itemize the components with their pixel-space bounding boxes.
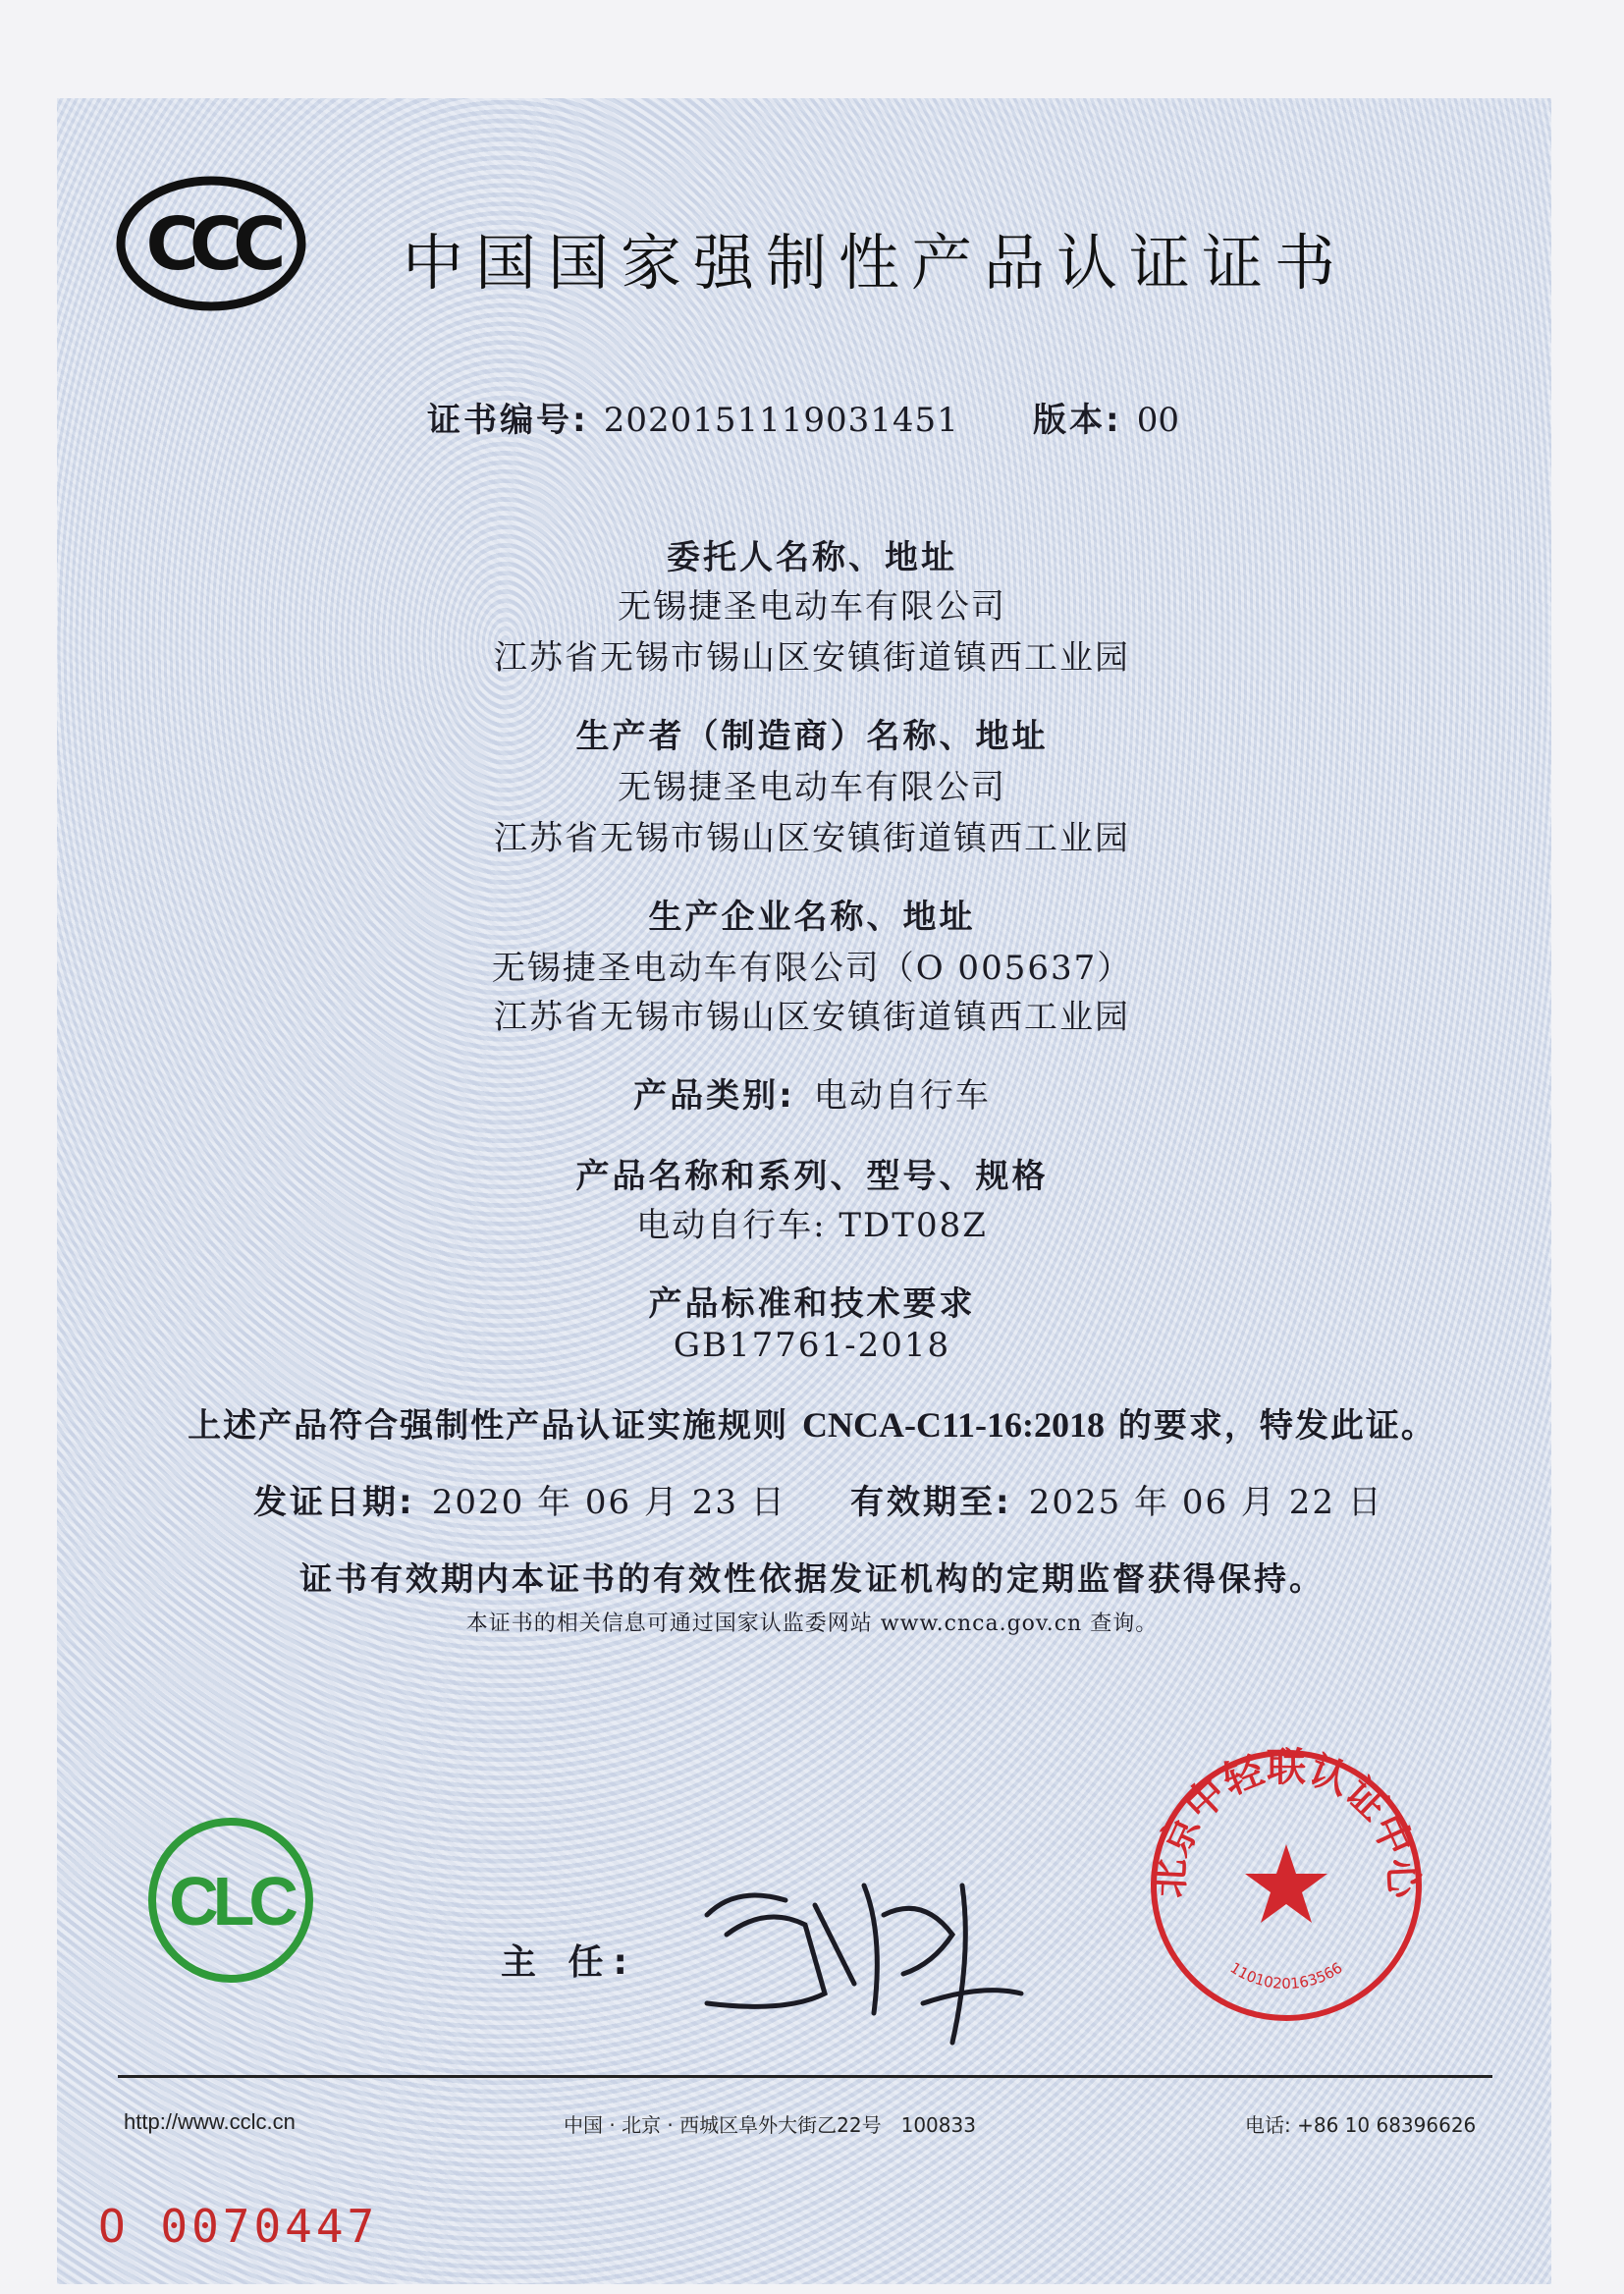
product-standard-label: 产品标准和技术要求 — [648, 1284, 976, 1324]
issue-date-row — [253, 1475, 786, 1523]
seal-star-icon — [1245, 1844, 1327, 1923]
product-category-row — [0, 1068, 1624, 1117]
footer-divider — [118, 2075, 1492, 2078]
seal-code: 1101020163566 — [1226, 1958, 1346, 1993]
seal-text: 北京中轻联认证中心 — [1147, 1744, 1426, 1899]
expiry-date-label: 有效期至: — [850, 1483, 1012, 1522]
expiry-date-row — [850, 1475, 1383, 1523]
applicant-name: 无锡捷圣电动车有限公司 — [618, 587, 1006, 627]
statement-suffix: 的要求，特发此证。 — [1104, 1406, 1436, 1446]
product-standard: GB17761-2018 — [673, 1326, 951, 1365]
lookup-note: 本证书的相关信息可通过国家认监委网站 www.cnca.gov.cn 查询。 — [465, 1611, 1159, 1636]
product-category: 电动自行车 — [813, 1076, 991, 1116]
footer-website[interactable]: http://www.cclc.cn — [124, 2109, 296, 2134]
product-category-label: 产品类别: — [633, 1076, 795, 1116]
footer-address: 中国 · 北京 · 西城区阜外大街乙22号 100833 — [564, 2113, 976, 2137]
compliance-statement — [0, 1398, 1624, 1447]
ccc-logo-text: CCC — [145, 202, 277, 287]
product-model-label: 产品名称和系列、型号、规格 — [575, 1157, 1049, 1196]
factory-name: 无锡捷圣电动车有限公司（O 005637） — [491, 949, 1133, 988]
applicant-label: 委托人名称、地址 — [667, 538, 957, 577]
factory-label: 生产企业名称、地址 — [648, 898, 976, 937]
svg-text:1101020163566 — [1227, 1959, 1346, 1993]
version-row — [1033, 393, 1179, 441]
certificate-title: 中国国家强制性产品认证证书 — [403, 227, 1348, 299]
director-signature — [668, 1846, 1041, 2072]
manufacturer-name: 无锡捷圣电动车有限公司 — [618, 768, 1006, 807]
ccc-logo — [116, 175, 307, 312]
manufacturer-label: 生产者（制造商）名称、地址 — [575, 717, 1049, 756]
validity-note: 证书有效期内本证书的有效性依据发证机构的定期监督获得保持。 — [299, 1559, 1325, 1598]
issue-date-label: 发证日期: — [253, 1483, 415, 1522]
director-label: 主 任: — [501, 1942, 637, 1983]
clc-logo-text: CLC — [169, 1863, 293, 1939]
clc-logo — [147, 1817, 314, 1984]
expiry-date: 2025 年 06 月 22 日 — [1028, 1483, 1383, 1522]
factory-address: 江苏省无锡市锡山区安镇街道镇西工业园 — [494, 998, 1130, 1037]
product-model: 电动自行车: TDT08Z — [636, 1206, 988, 1245]
manufacturer-address: 江苏省无锡市锡山区安镇街道镇西工业园 — [494, 819, 1130, 858]
cert-number-row — [427, 393, 959, 441]
cert-number-label: 证书编号: — [427, 401, 589, 440]
version-value: 00 — [1136, 401, 1179, 440]
version-label: 版本: — [1033, 401, 1122, 440]
issue-date: 2020 年 06 月 23 日 — [431, 1483, 786, 1522]
certification-seal — [1139, 1738, 1434, 2033]
cert-number: 2020151119031451 — [603, 401, 959, 440]
footer-phone: 电话: +86 10 68396626 — [1245, 2113, 1477, 2137]
statement-rule: CNCA-C11-16:2018 — [802, 1405, 1105, 1445]
serial-number: O 0070447 — [98, 2200, 379, 2253]
applicant-address: 江苏省无锡市锡山区安镇街道镇西工业园 — [494, 638, 1130, 678]
signature-text: 王赖新 — [852, 2062, 856, 2063]
statement-prefix: 上述产品符合强制性产品认证实施规则 — [188, 1406, 803, 1446]
